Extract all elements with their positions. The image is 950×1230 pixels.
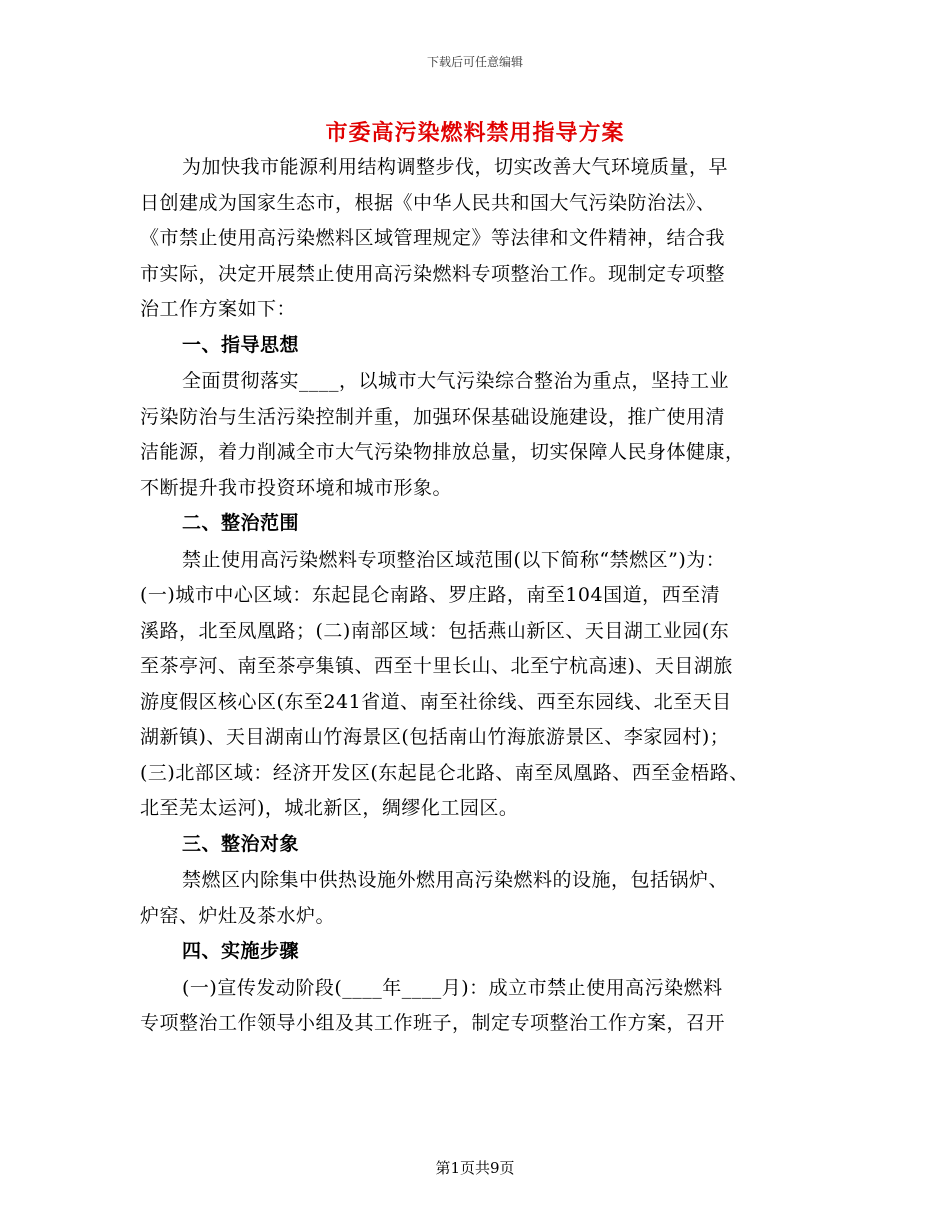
body-line: 炉窑、炉灶及茶水炉。 — [140, 904, 336, 927]
section-heading: 三、整治对象 — [182, 832, 300, 855]
body-line: 全面贯彻落实____，以城市大气污染综合整治为重点，坚持工业 — [182, 370, 730, 392]
body-line: 禁燃区内除集中供热设施外燃用高污染燃料的设施，包括锅炉、 — [182, 869, 729, 891]
body-line: 专项整治工作领导小组及其工作班子，制定专项整治工作方案，召开 — [140, 1012, 726, 1034]
page-number: 第1页共9页 — [435, 1159, 515, 1177]
body-line: 市实际，决定开展禁止使用高污染燃料专项整治工作。现制定专项整 — [140, 262, 726, 285]
body-line: 不断提升我市投资环境和城市形象。 — [140, 476, 453, 499]
body-line: 至茶亭河、南至茶亭集镇、西至十里长山、北至宁杭高速)、天目湖旅 — [140, 655, 733, 677]
body-line: 治工作方案如下： — [140, 298, 297, 320]
section-heading: 四、实施步骤 — [182, 940, 300, 962]
body-line: 游度假区核心区(东至241省道、南至社徐线、西至东园线、北至天目 — [140, 690, 732, 713]
body-line: (三)北部区域：经济开发区(东起昆仑北路、南至凤凰路、西至金梧路、 — [140, 761, 749, 784]
body-line: 《市禁止使用高污染燃料区域管理规定》等法律和文件精神，结合我 — [140, 227, 726, 249]
header-note: 下载后可任意编辑 — [426, 55, 523, 69]
body-line: 禁止使用高污染燃料专项整治区域范围(以下简称“禁燃区”)为： — [182, 548, 726, 571]
body-line: 溪路，北至凤凰路；(二)南部区域：包括燕山新区、天目湖工业园(东 — [140, 619, 730, 642]
body-line: 为加快我市能源利用结构调整步伐，切实改善大气环境质量，早 — [182, 156, 729, 178]
section-heading: 一、指导思想 — [182, 333, 300, 356]
body-line: 污染防治与生活污染控制并重，加强环保基础设施建设，推广使用清 — [140, 405, 726, 428]
document-title: 市委高污染燃料禁用指导方案 — [325, 120, 625, 146]
body-line: 日创建成为国家生态市，根据《中华人民共和国大气污染防治法》、 — [140, 191, 716, 214]
section-heading: 二、整治范围 — [182, 512, 300, 534]
document-body — [140, 150, 810, 1042]
body-line: (一)城市中心区域：东起昆仑南路、罗庄路，南至104国道，西至清 — [140, 584, 721, 606]
body-line: 北至芜太运河)，城北新区，绸缪化工园区。 — [140, 797, 519, 819]
body-line: 洁能源，着力削减全市大气污染物排放总量，切实保障人民身体健康， — [140, 441, 745, 463]
body-line: 湖新镇)、天目湖南山竹海景区(包括南山竹海旅游景区、李家园村)； — [140, 726, 730, 748]
body-line: (一)宣传发动阶段(____年____月)：成立市禁止使用高污染燃料 — [182, 976, 723, 999]
